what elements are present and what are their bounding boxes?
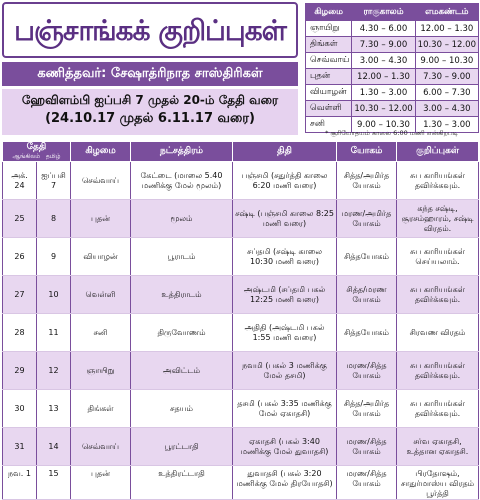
rahu-row: [306, 53, 479, 69]
cell-day: சனி: [71, 314, 131, 352]
ema-time: 12.00 – 1.30: [415, 21, 478, 37]
cell-day: திங்கள்: [71, 390, 131, 428]
cell-tamil-date: 8: [37, 200, 71, 238]
cell-star: உத்திரட்டாதி: [131, 466, 233, 500]
table-row: [3, 162, 479, 200]
cell-day: புதன்: [71, 200, 131, 238]
cell-tithi: துவாதசி (பகல் 3:20 மணிக்கு மேல் திரயோதசி): [233, 466, 337, 500]
cell-star: மூலம்: [131, 200, 233, 238]
rahu-time: 9.00 – 10.30: [352, 117, 415, 133]
rahu-time: 4.30 – 6.00: [352, 21, 415, 37]
cell-note: சுப காரியங்கள் செய்யலாம்.: [397, 238, 479, 276]
cell-english-date: 27: [3, 276, 37, 314]
cell-note: சுப காரியங்கள் தவிர்க்கவும்.: [397, 276, 479, 314]
header-tithi: திதி: [233, 142, 337, 162]
cell-yogam: சித்தயோகம்: [337, 238, 397, 276]
cell-yogam: மரண/சித்த யோகம்: [337, 352, 397, 390]
cell-tamil-date: 11: [37, 314, 71, 352]
table-row: [3, 200, 479, 238]
header-date-sub-english: ஆங்கிலம்: [12, 153, 41, 160]
cell-english-date: 31: [3, 428, 37, 466]
ema-time: 7.30 – 9.00: [415, 69, 478, 85]
cell-star: உத்திராடம்: [131, 276, 233, 314]
cell-tamil-date: 10: [37, 276, 71, 314]
cell-day: செவ்வாய்: [71, 162, 131, 200]
cell-yogam: மரண/சித்த யோகம்: [337, 428, 397, 466]
header-date-sub-tamil: தமிழ்: [45, 153, 61, 160]
table-row: [3, 238, 479, 276]
header-day: கிழமை: [71, 142, 131, 162]
rahu-row: [306, 101, 479, 117]
rahu-row: [306, 21, 479, 37]
cell-tamil-date: 9: [37, 238, 71, 276]
cell-tamil-date: ஐப்பசி 7: [37, 162, 71, 200]
rahu-row: [306, 37, 479, 53]
rahu-day: திங்கள்: [306, 37, 352, 53]
ema-time: 6.00 – 7.30: [415, 85, 478, 101]
cell-tithi: பஞ்சமி (சதுர்த்தி காலை 6:20 மணி வரை): [233, 162, 337, 200]
ema-time: 1.30 – 3.00: [415, 117, 478, 133]
cell-star: அவிட்டம்: [131, 352, 233, 390]
cell-yogam: சித்த/மரண யோகம்: [337, 276, 397, 314]
cell-english-date: 25: [3, 200, 37, 238]
header-date-sub: [3, 153, 70, 161]
cell-day: ஞாயிறு: [71, 352, 131, 390]
sunrise-note: * சூரியோதயம் காலை 6:00 மணி என்கிறபடி: [325, 129, 458, 137]
cell-yogam: சித்தயோகம்: [337, 314, 397, 352]
rahu-row: [306, 85, 479, 101]
cell-tithi: அதிதி (அஷ்டமி பகல் 1:55 மணி வரை): [233, 314, 337, 352]
cell-tamil-date: 13: [37, 390, 71, 428]
rahu-header-rahu: ராகுகாலம்: [352, 4, 415, 21]
panchangam-table: [2, 141, 479, 500]
rahu-day: வெள்ளி: [306, 101, 352, 117]
table-row: [3, 428, 479, 466]
rahu-day: ஞாயிறு: [306, 21, 352, 37]
cell-day: புதன்: [71, 466, 131, 500]
cell-note: கந்த சஷ்டி, சூரசம்ஹாரம், சஷ்டி விரதம்.: [397, 200, 479, 238]
header-date: [3, 142, 71, 162]
cell-english-date: 26: [3, 238, 37, 276]
cell-day: வெள்ளி: [71, 276, 131, 314]
rahu-time: 12.00 – 1.30: [352, 69, 415, 85]
ema-time: 3.00 – 4.30: [415, 101, 478, 117]
cell-tithi: ஏகாதசி (பகல் 3:40 மணிக்கு மேல் துவாதசி): [233, 428, 337, 466]
date-range-box: [2, 89, 298, 135]
cell-star: பூராடம்: [131, 238, 233, 276]
table-row: [3, 352, 479, 390]
cell-day: செவ்வாய்: [71, 428, 131, 466]
date-range-tamil: ஹேவிளம்பி ஐப்பசி 7 முதல் 20-ம் தேதி வரை: [21, 93, 279, 107]
cell-tamil-date: 12: [37, 352, 71, 390]
rahu-kalam-table: [305, 3, 479, 133]
cell-tithi: சப்தமி (சஷ்டி காலை 10:30 மணி வரை): [233, 238, 337, 276]
cell-note: சுப காரியங்கள் தவிர்க்கவும்.: [397, 390, 479, 428]
table-row: [3, 390, 479, 428]
table-row: [3, 314, 479, 352]
author-line: கணித்தவர்: சேஷாத்ரிநாத சாஸ்திரிகள்: [2, 62, 298, 86]
cell-tithi: நவமி (பகல் 3 மணிக்கு மேல் தசமி): [233, 352, 337, 390]
rahu-time: 1.30 – 3.00: [352, 85, 415, 101]
header-star: நட்சத்திரம்: [131, 142, 233, 162]
header-yogam: யோகம்: [337, 142, 397, 162]
table-row: [3, 276, 479, 314]
rahu-header-row: [306, 4, 479, 21]
cell-star: திருவோணம்: [131, 314, 233, 352]
header-notes: குறிப்புகள்: [397, 142, 479, 162]
cell-yogam: மரண/அமிர்த யோகம்: [337, 200, 397, 238]
rahu-day: செவ்வாய்: [306, 53, 352, 69]
cell-english-date: 30: [3, 390, 37, 428]
cell-day: வியாழன்: [71, 238, 131, 276]
page-title: பஞ்சாங்கக் குறிப்புகள்: [14, 14, 286, 47]
cell-tithi: சஷ்டி (பஞ்சமி காலை 8:25 மணி வரை): [233, 200, 337, 238]
title-box: [2, 2, 298, 58]
rahu-time: 7.30 – 9.00: [352, 37, 415, 53]
cell-yogam: மரண/சித்த யோகம்: [337, 466, 397, 500]
rahu-header-ema: எமகண்டம்: [415, 4, 478, 21]
table-row: [3, 466, 479, 500]
rahu-row: [306, 69, 479, 85]
cell-star: கேட்டை (மாலை 5.40 மணிக்கு மேல் மூலம்): [131, 162, 233, 200]
cell-star: சதயம்: [131, 390, 233, 428]
cell-english-date: அக். 24: [3, 162, 37, 200]
cell-note: பிரதோஷம், சாதுர்மாஸ்ய விரதம் பூர்த்தி: [397, 466, 479, 500]
ema-time: 10.30 – 12.00: [415, 37, 478, 53]
cell-tithi: அஷ்டமி (சப்தமி பகல் 12:25 மணி வரை): [233, 276, 337, 314]
cell-note: சுப காரியங்கள் தவிர்க்கவும்.: [397, 352, 479, 390]
cell-tamil-date: 15: [37, 466, 71, 500]
cell-english-date: 29: [3, 352, 37, 390]
cell-yogam: சித்த/அமிர்த யோகம்: [337, 390, 397, 428]
cell-tamil-date: 14: [37, 428, 71, 466]
rahu-day: வியாழன்: [306, 85, 352, 101]
cell-note: சர்வ ஏகாதசி, உத்தான ஏகாதசி.: [397, 428, 479, 466]
date-range-english: (24.10.17 முதல் 6.11.17 வரை): [45, 111, 255, 126]
cell-english-date: நவ. 1: [3, 466, 37, 500]
rahu-time: 10.30 – 12.00: [352, 101, 415, 117]
header-date-label: தேதி: [26, 142, 47, 152]
rahu-header-day: கிழமை: [306, 4, 352, 21]
cell-yogam: சித்த/அமிர்த யோகம்: [337, 162, 397, 200]
rahu-day: சனி: [306, 117, 352, 133]
ema-time: 9.00 – 10.30: [415, 53, 478, 69]
cell-note: சுப காரியங்கள் தவிர்க்கவும்.: [397, 162, 479, 200]
rahu-time: 3.00 – 4.30: [352, 53, 415, 69]
cell-tithi: தசமி (பகல் 3:35 மணிக்கு மேல் ஏகாதசி): [233, 390, 337, 428]
rahu-day: புதன்: [306, 69, 352, 85]
panchangam-header-row: [3, 142, 479, 162]
cell-english-date: 28: [3, 314, 37, 352]
cell-note: சிரவண விரதம்: [397, 314, 479, 352]
cell-star: பூரட்டாதி: [131, 428, 233, 466]
